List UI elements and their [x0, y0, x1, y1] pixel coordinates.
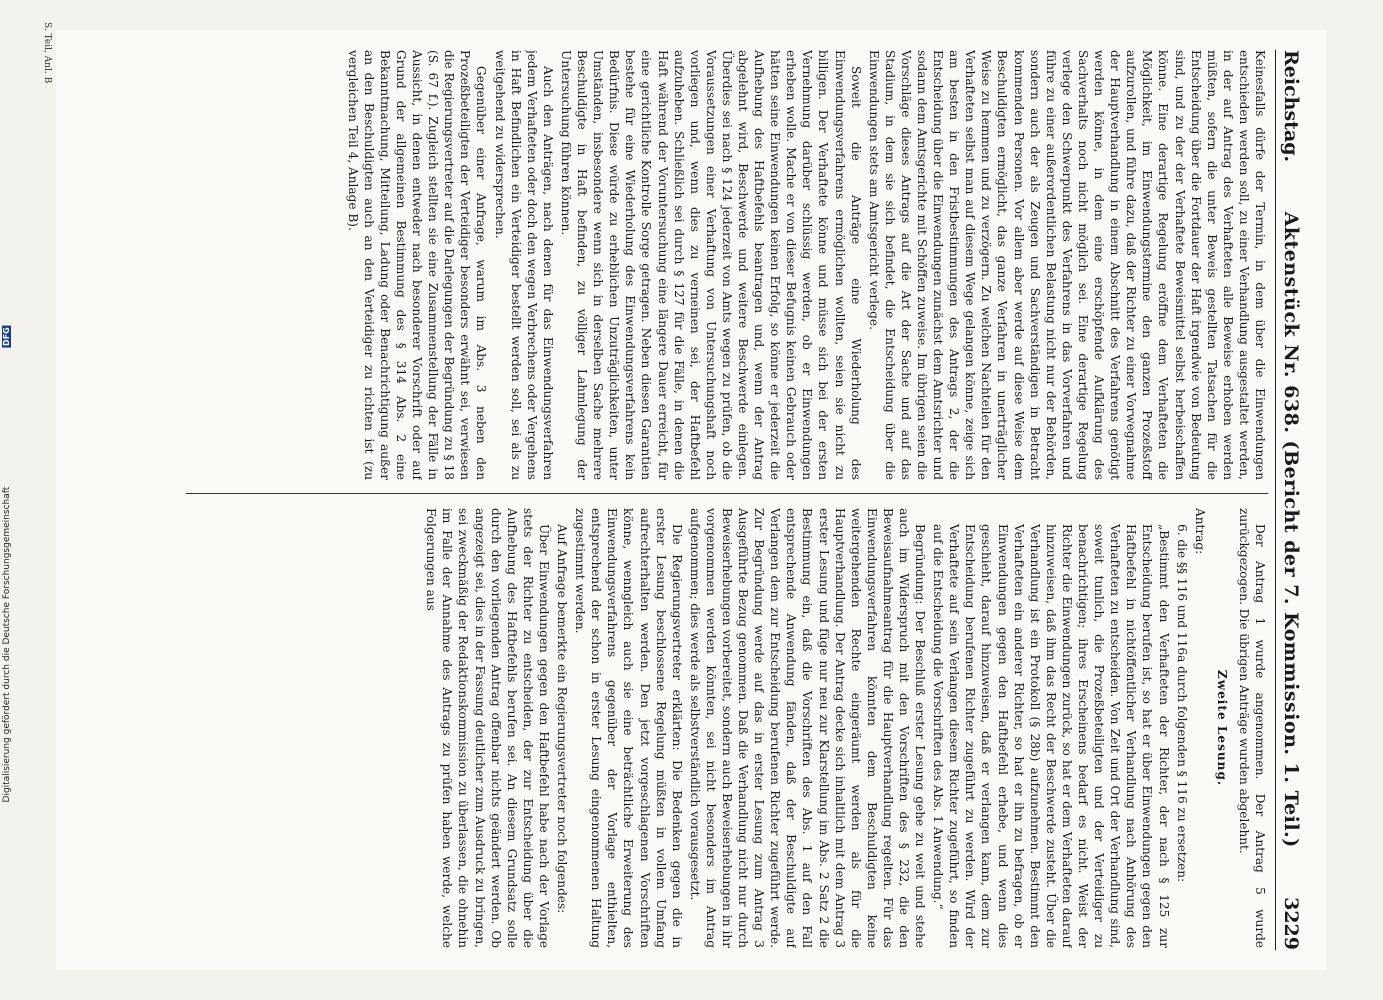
paragraph: Auf Anfrage bemerkte ein Regierungsvertreter noch folgendes:: [555, 524, 570, 914]
side-caption: [2, 327, 12, 803]
antrag-item: 6. die §§ 116 und 116a durch folgenden § 116 zu ersetzen:: [1174, 524, 1189, 883]
right-column: [74, 508, 1268, 948]
header-left: Reichstag.: [1280, 50, 1302, 163]
paragraph: Die Regierungsvertreter erklärten: Die Bedenken gegen die in erster Lesung beschlossene Regelung müßten in vollem Umfang aufrechterhalten werden. Den jetzt vorgeschlagenen Vorschriften könne, wenngleich auch sie eine beträchtliche Erweiterung des Einwendungsverfahrens gegenüber der Vorlage enthielten, entsprechend der schon in erster Lesung eingenommenen Haltung zugestimmt werden.: [573, 508, 684, 948]
column-divider: [186, 493, 1268, 494]
section-heading: Zweite Lesung.: [1214, 669, 1229, 787]
paragraph: Begründung: Der Beschluß erster Lesung gehe zu weit und stehe auch im Widerspruch mit den Vorschriften des § 232, die den Beweisaufnahmeantrag für die Hauptverhandlung regelten. Für das Einwendungsverfahren könnten dem Beschuldigten keine weitergehenden Rechte eingeräumt werden als für die Hauptverhandlung. Der Antrag decke sich inhaltlich mit dem Antrag 3 erster Lesung und füge nur neu zur Klarstellung im Abs. 2 Satz 2 die Bestimmung ein, daß die Vorschriften des Abs. 1 auf den Fall entsprechende Anwendung fänden, daß der Beschuldigte auf Verlangen dem zur Entscheidung berufenen Richter zugeführt werde. Zur Begründung werde auf das in erster Lesung zum Antrag 3 Ausgeführte Bezug genommen. Daß die Verhandlung nicht nur durch Beweiserhebungen vorbereitet, sondern auch Beweiserhebungen in ihr vorgenommen werden könnten, sei nicht besonders im Antrag aufgenommen; dies werde als selbstverständlich vorausgesetzt.: [687, 508, 928, 948]
margin-stamp: S. Teil, Anl. B: [42, 22, 52, 84]
quoted-text: „Bestimmt den Verhafteten der Richter, der nach § 125 zur Entscheidung berufen ist, so hat er über Einwendungen gegen den Haftbefehl in nichtöffentlicher Verhandlung nach Anhörung des Verhafteten zu entscheiden. Von Zeit und Ort der Verhandlung sind, soweit tunlich, die Prozeßbeteiligten und der Verteidiger zu benachrichtigen; ihres Erscheinens bedarf es nicht. Weist der Richter die Einwendungen zurück, so hat er dem Verhafteten darauf hinzuweisen, daß ihm das Recht der Beschwerde zusteht. Über die Verhandlung ist ein Protokoll (§ 28b) aufzunehmen. Bestimmt den Verhafteten ein anderer Richter, so hat er ihn zu befragen, ob er Einwendungen gegen den Haftbefehl erhebe, und wenn dies geschieht, darauf hinzuweisen, daß er verlangen kann, dem zur Entscheidung berufenen Richter zugeführt zu werden. Wird der Verhaftete auf sein Verlangen diesem Richter zugeführt, so finden auf die Entscheidung die Vorschriften des Abs. 1 Anwendung.“: [931, 524, 1171, 948]
page-number: 3229: [1280, 897, 1302, 950]
rotated-page: [56, 30, 1326, 970]
dfg-logo: DFG: [2, 327, 11, 346]
paragraph: Soweit die Anträge eine Wiederholung des Einwendungsverfahrens ermöglichen wollten, seien sie nicht zu billigen. Der Verhaftete könne und müsse sich bei der ersten Vernehmung darüber schlüssig werden, ob er Einwendungen erheben wolle. Mache er von dieser Befugnis keinen Gebrauch oder hätten seine Einwendungen keinen Erfolg, so könne er jederzeit die Aufhebung des Haftbefehls beantragen und, wenn der Antrag abgelehnt wird, Beschwerde und weitere Beschwerde einlegen. Überdies sei nach § 124 jederzeit von Amts wegen zu prüfen, ob die Voraussetzungen einer Verhaftung von Untersuchungshaft noch vorliegen und, wenn dies zu verneinen sei, der Haftbefehl aufzuheben. Schließlich sei durch § 127 für die Fälle, in denen die Haft während der Voruntersuchung eine längere Dauer erreicht, für eine gerichtliche Kontrolle Sorge getragen. Neben diesen Garantien bestehe für eine Wiederholung des Einwendungsverfahrens kein Bedürfnis. Diese würde zu erheblichen Unzuträglichkeiten, unter Umständen, insbesondere wenn sich in derselben Sache mehrere Beschuldigte in Haft befinden, zu völliger Lahmlegung der Untersuchung führen können.: [558, 50, 863, 480]
paragraph: Gegenüber einer Anfrage, warum im Abs. 3 neben den Prozeßbeteiligten der Verteidiger besonders erwähnt sei, verwiesen die Regierungsvertreter auf die Darlegungen der Begründung zu § 18 (S. 67 f.). Zugleich stellten sie eine Zusammenstellung der Fälle in Aussicht, in denen entweder nach besonderer Vorschrift oder auf Grund der allgemeinen Bestimmung des § 314 Abs. 2 eine Bekanntmachung, Mitteilung, Ladung oder Benachrichtigung außer an den Beschuldigten auch an den Verteidiger zu richten ist (zu vergleichen Teil 4, Anlage B).: [345, 50, 489, 480]
paragraph: Auch den Anträgen, nach denen für das Einwendungsverfahren jedem Verhafteten oder doch den wegen Verbrechens oder Vergehens in Haft Befindlichen ein Verteidiger bestellt werden soll, sei als zu weitgehend zu widersprechen.: [492, 50, 555, 480]
header-center: Aktenstück Nr. 638. (Bericht der 7. Kommission. 1. Teil.): [1280, 211, 1302, 848]
paragraph: Der Antrag 1 wurde angenommen. Der Antrag 5 wurde zurückgezogen. Die übrigen Anträge wurden abgelehnt.: [1236, 508, 1267, 948]
left-column: [74, 50, 1268, 480]
antrag-label: Antrag:: [1192, 508, 1207, 555]
caption-text: Digitalisierung gefördert durch die Deutsche Forschungsgemeinschaft: [2, 486, 12, 803]
paragraph: Keinesfalls dürfe der Termin, in dem über die Einwendungen entschieden werden soll, zu einer Verhandlung ausgestaltet werden, in der auf Antrag des Verhafteten alle Beweise erhoben werden müßten, sofern die unter Beweis gestellten Tatsachen für die Entscheidung über die Fortdauer der Haft irgendwie von Bedeutung sind, und zu der der Verhaftete Beweismittel selbst herbeischaffen könne. Eine derartige Regelung eröffne dem Verhafteten die Möglichkeit, im Einwendungstermine den ganzen Prozeßstoff aufzurollen, und führe dazu, daß der Richter zu einer Vorwegnahme der Hauptverhandlung in einem Abschnitt des Verfahrens genötigt werden könne, in dem eine erschöpfende Aufklärung des Sachverhalts noch nicht möglich sei. Eine derartige Regelung verlege den Schwerpunkt des Verfahrens in das Vorverfahren und führe zu einer außerordentlichen Belastung nicht nur der Behörden, sondern auch der als Zeugen und Sachverständigen in Betracht kommenden Personen. Vor allem aber werde auf diese Weise dem Beschuldigten ermöglicht, das ganze Verfahren in unerträglicher Weise zu hemmen und zu verzögern. Zu welchen Nachteilen für den Verhafteten selbst man auf diesem Wege gelangen könne, zeige sich am besten in den Fristbestimmungen des Antrags 2, der die Entscheidung über die Einwendungen zunächst dem Amtsrichter und sodann dem Amtsgerichte mit Schöffen zuweise. Im übrigen seien die Vorschläge dieses Antrags auf die Art der Sache und auf das Stadium, in dem sie sich befindet, die Entscheidung über die Einwendungen stets am Amtsgericht verlege.: [866, 50, 1267, 480]
page-header: [1275, 50, 1306, 950]
paragraph: Über Einwendungen gegen den Haftbefehl habe nach der Vorlage stets der Richter zu entscheiden, der zur Entscheidung über die Aufhebung des Haftbefehls berufen sei. An diesem Grundsatz solle durch den vorliegenden Antrag offenbar nichts geändert werden. Ob angezeigt sei, dies in der Fassung deutlicher zum Ausdruck zu bringen, sei zweckmäßig der Redaktionskommission zu überlassen, die ohnehin im Falle der Annahme des Antrags zu prüfen haben werde, welche Folgerungen aus: [424, 508, 551, 948]
